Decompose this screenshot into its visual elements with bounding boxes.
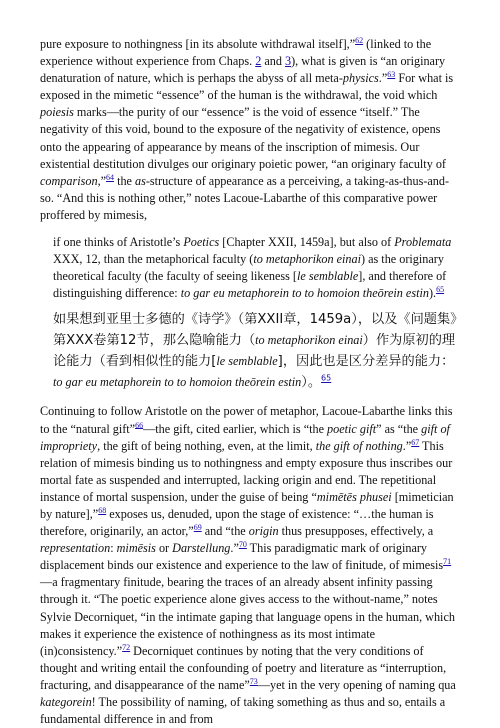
italic-text: origin: [248, 524, 279, 539]
footnote-ref[interactable]: [135, 420, 143, 429]
italic-text: poetic gift: [327, 421, 377, 436]
text-run: and “the: [201, 524, 249, 539]
footnote-link[interactable]: 70: [238, 540, 247, 550]
footnote-link[interactable]: 65: [321, 374, 332, 384]
text-run: or: [155, 541, 173, 556]
italic-text: as: [135, 173, 146, 188]
footnote-ref[interactable]: [98, 506, 106, 515]
italic-text: Problemata: [394, 235, 452, 250]
text-run: if one thinks of Aristotle’s: [53, 235, 184, 250]
text-run: ）作为原初的理论能力（看到相似性的能力[: [53, 333, 456, 370]
block-quote-chinese: [53, 310, 460, 393]
chapter-link[interactable]: 3: [285, 54, 292, 69]
footnote-link[interactable]: 72: [122, 642, 131, 652]
italic-text: gift of impropriety: [40, 421, 450, 453]
footnote-ref[interactable]: [321, 374, 331, 383]
italic-text: the gift of nothing: [315, 438, 403, 453]
text-run: This paradigmatic mark of originary displacement binds our existence and experience to the law of finitude, of mimesis: [40, 541, 444, 573]
text-run: .”: [230, 541, 239, 556]
intro-paragraph: [40, 36, 460, 224]
text-run: For what is exposed in the mimetic “essence” of the human is the withdrawal, the void which: [40, 71, 454, 103]
text-run: -structure of appearance as a perceiving, a taking-as-thus-and-so. “And this is nothing other,” notes Lacoue-Labarthe of this comparative power proffered by mimesis,: [40, 173, 450, 222]
footnote-ref[interactable]: [443, 557, 451, 566]
text-run: [Chapter XXII, 1459a], but also of: [219, 235, 395, 250]
italic-text: mimētēs phusei: [316, 489, 392, 504]
italic-text: to metaphorikon einai: [253, 252, 361, 267]
text-run: 如果想到亚里士多德的《诗学》（第XXII章，1459a），以及《问题集》第XXX卷第12节，那么隐喻能力（: [53, 312, 457, 349]
italic-text: mimēsis: [116, 541, 156, 556]
text-run: .”: [378, 71, 388, 86]
text-run: —yet in the very opening of naming qua: [257, 677, 456, 692]
text-run: :: [110, 541, 117, 556]
italic-text: poiesis: [40, 105, 74, 120]
text-run: exposes us, denuded, upon the stage of existence: “…the human is therefore, originarily, an actor,”: [40, 506, 434, 539]
text-run: This relation of mimesis binding us to nothingness and empty exposure thus inscribes our mortal fate as suspended and interrupted, lacking origin and end. The repetitional instance of mortal suspension, under the guise of being “: [40, 438, 453, 504]
footnote-ref[interactable]: [194, 523, 202, 532]
text-run: ], and therefore of distinguishing difference:: [53, 269, 447, 301]
footnote-ref[interactable]: [122, 643, 130, 652]
italic-text: le semblable: [216, 354, 278, 369]
text-run: the: [114, 173, 136, 188]
text-run: —the gift, cited earlier, which is “the: [143, 421, 328, 436]
italic-text: le semblable: [297, 269, 359, 284]
text-run: ).: [428, 286, 437, 301]
footnote-link[interactable]: 66: [135, 420, 144, 430]
footnote-link[interactable]: 64: [106, 172, 115, 182]
footnote-link[interactable]: 71: [443, 557, 452, 567]
footnote-link[interactable]: 67: [411, 437, 420, 447]
footnote-link[interactable]: 69: [193, 523, 202, 532]
footnote-ref[interactable]: [239, 540, 247, 549]
text-run: thus presupposes, effectively, a: [278, 524, 434, 539]
footnote-ref[interactable]: [355, 36, 363, 45]
text-run: , the gift of being nothing, even, at the limit,: [97, 438, 316, 453]
italic-text: comparison: [40, 173, 98, 188]
text-run: ! The possibility of naming, of taking something as thus and so, entails a fundamental difference in and from: [40, 695, 446, 727]
text-run: ,”: [97, 173, 107, 188]
text-run: XXX, 12, than the metaphorical faculty (: [53, 252, 254, 267]
italic-text: Darstellung: [172, 541, 231, 556]
text-run: .”: [402, 438, 412, 453]
text-run: —a fragmentary finitude, bearing the traces of an already absent infinity passing through it. “The poetic experience alone gives access to the without-name,” notes Sylvie Decorniquet, “in the intimate gaping that language opens in the human, which makes it experience the existence of nothingness as its most intimate (in)consistency.”: [40, 575, 455, 658]
chapter-link[interactable]: 2: [255, 54, 262, 69]
footnote-link[interactable]: 65: [436, 285, 445, 295]
block-quote-english: [53, 234, 460, 302]
text-run: ), what is given is “an originary denaturation of nature, which is perhaps the abyss of all meta-: [40, 54, 446, 86]
text-run: [mimetician by nature],”: [40, 489, 454, 521]
text-run: Decorniquet continues by noting that the very conditions of thought and writing entail the confounding of poetry and literature as “interruption, fracturing, and disappearance of the name”: [40, 643, 447, 692]
main-paragraph: [40, 403, 460, 728]
text-run: pure exposure to nothingness [in its absolute withdrawal itself],”: [40, 37, 356, 51]
footnote-ref[interactable]: [250, 677, 258, 686]
text-run: and: [261, 54, 286, 69]
italic-text: representation: [40, 541, 111, 556]
italic-text: to gar eu metaphorein to to homoion theōrein estin: [53, 375, 302, 390]
footnote-link[interactable]: 63: [387, 70, 396, 80]
footnote-link[interactable]: 68: [98, 505, 107, 515]
italic-text: kategorein: [40, 695, 92, 709]
text-run: (linked to the experience without experience from Chaps.: [40, 37, 432, 69]
footnote-ref[interactable]: [106, 173, 114, 182]
text-run: marks—the purity of our “essence” is the void of essence “itself.” The negativity of this void, bound to the exposure of the negativity of existence, opens onto the appearing of appearance by means of the inscription of mimesis. Our existential destitution divulges our originary poietic power, “an originary faculty of: [40, 105, 446, 171]
italic-text: Poetics: [183, 235, 220, 250]
footnote-ref[interactable]: [436, 285, 444, 294]
text-run: ]，因此也是区分差异的能力：: [277, 354, 455, 370]
footnote-link[interactable]: 73: [249, 676, 258, 686]
text-run: ) as the originary theoretical faculty (the faculty of seeing likeness [: [53, 252, 444, 284]
text-run: ）。: [301, 375, 322, 391]
italic-text: to metaphorikon einai: [255, 333, 363, 348]
italic-text: to gar eu metaphorein to to homoion theōrein estin: [180, 286, 429, 301]
italic-text: physics: [342, 71, 379, 86]
footnote-link[interactable]: 62: [355, 35, 364, 45]
text-run: ” as “the: [376, 421, 422, 436]
text-run: Continuing to follow Aristotle on the power of metaphor, Lacoue-Labarthe links this to the “natural gift”: [40, 404, 453, 436]
